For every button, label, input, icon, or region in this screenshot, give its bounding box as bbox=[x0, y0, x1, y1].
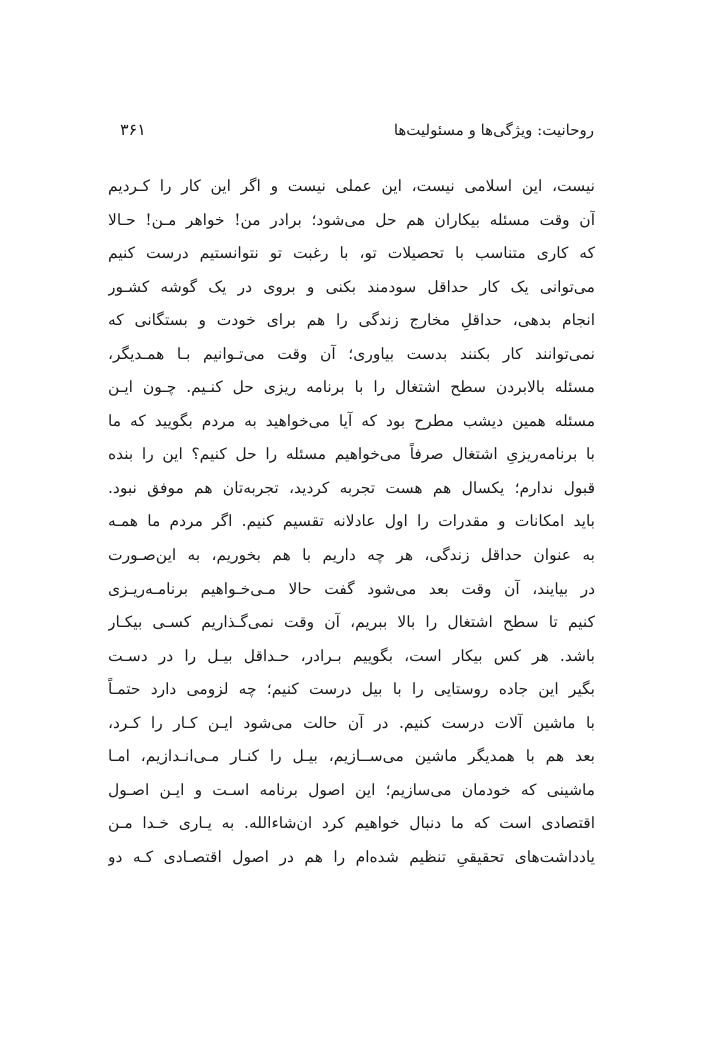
text-line: با ماشین آلات درست کنیم. در آن حالت می‌شود ایـن کـار را کـرد، bbox=[108, 713, 595, 732]
chapter-title: روحانیت: ویژگی‌ها و مسئولیت‌ها bbox=[393, 121, 594, 139]
text-line: بگیر این جاده روستایی را با بیل درست کنیم؛ چه لزومی دارد حتمـاً bbox=[108, 680, 595, 699]
text-line: نیست، این اسلامی نیست، این عملی نیست و اگر این کار را کـردیم bbox=[108, 177, 595, 195]
text-line: یادداشت‌های تحقیقیِ تنظیم شده‌ام را هم در اصول اقتصـادی کـه دو bbox=[108, 847, 595, 866]
text-line: ماشینی که خودمان می‌سازیم؛ این اصول برنامه اسـت و ایـن اصـول bbox=[108, 780, 595, 799]
text-line: که کاری متناسب با تحصیلات تو، با رغبت تو نتوانستیم درست کنیم bbox=[108, 244, 595, 263]
text-line: باید امکانات و مقدرات را اول عادلانه تقسیم کنیم. اگر مردم ما همـه bbox=[108, 512, 595, 531]
text-line: نمی‌توانند کار بکنند بدست بیاوری؛ آن وقت می‌تـوانیم بـا همـدیگر، bbox=[108, 344, 595, 363]
text-line: به عنوان حداقل زندگی، هر چه داریم با هم بخوریم، به این‌صـورت bbox=[108, 546, 595, 565]
text-line: انجام بدهی، حداقلِ مخارج زندگی را هم برای خودت و بستگانی که bbox=[108, 311, 595, 330]
text-line: در بیایند، آن وقت بعد می‌شود گفت حالا مـی‌خـواهیم برنامـه‌ریـزی bbox=[108, 579, 595, 598]
running-header bbox=[120, 116, 594, 144]
text-line: می‌توانی یک کار حداقل سودمند بکنی و بروی در یک گوشه کشـور bbox=[108, 277, 595, 296]
text-line: اقتصادی است که ما دنبال خواهیم کرد ان‌شاءالله. به یـاری خـدا مـن bbox=[108, 814, 595, 833]
body-text bbox=[108, 170, 595, 874]
text-line: باشد. هر کس بیکار است، بگوییم بـرادر، حـداقل بیـل را در دسـت bbox=[108, 646, 595, 665]
text-line: با برنامه‌ریزیِ اشتغال صرفاً می‌خواهیم مسئله را حل کنیم؟ این را بنده bbox=[108, 445, 595, 464]
text-line: کنیم تا سطح اشتغال را بالا ببریم، آن وقت نمی‌گـذاریم کسـی بیکـار bbox=[108, 613, 595, 632]
text-line: مسئله بالابردن سطح اشتغال را با برنامه ریزی حل کنـیم. چـون ایـن bbox=[108, 378, 595, 397]
text-line: مسئله همین دیشب مطرح بود که آیا می‌خواهید به مردم بگویید که ما bbox=[108, 411, 595, 430]
text-line: قبول ندارم؛ یکسال هم هست تجربه کردید، تجربه‌تان هم موفق نبود. bbox=[108, 478, 595, 497]
text-line: بعد هم با همدیگر ماشین می‌ســازیم، بیـل را کنـار مـی‌انـدازیم، امـا bbox=[108, 747, 595, 766]
page-number: ۳۶۱ bbox=[120, 120, 146, 139]
text-line: آن وقت مسئله بیکاران هم حل می‌شود؛ برادر من! خواهر مـن! حـالا bbox=[108, 210, 595, 229]
